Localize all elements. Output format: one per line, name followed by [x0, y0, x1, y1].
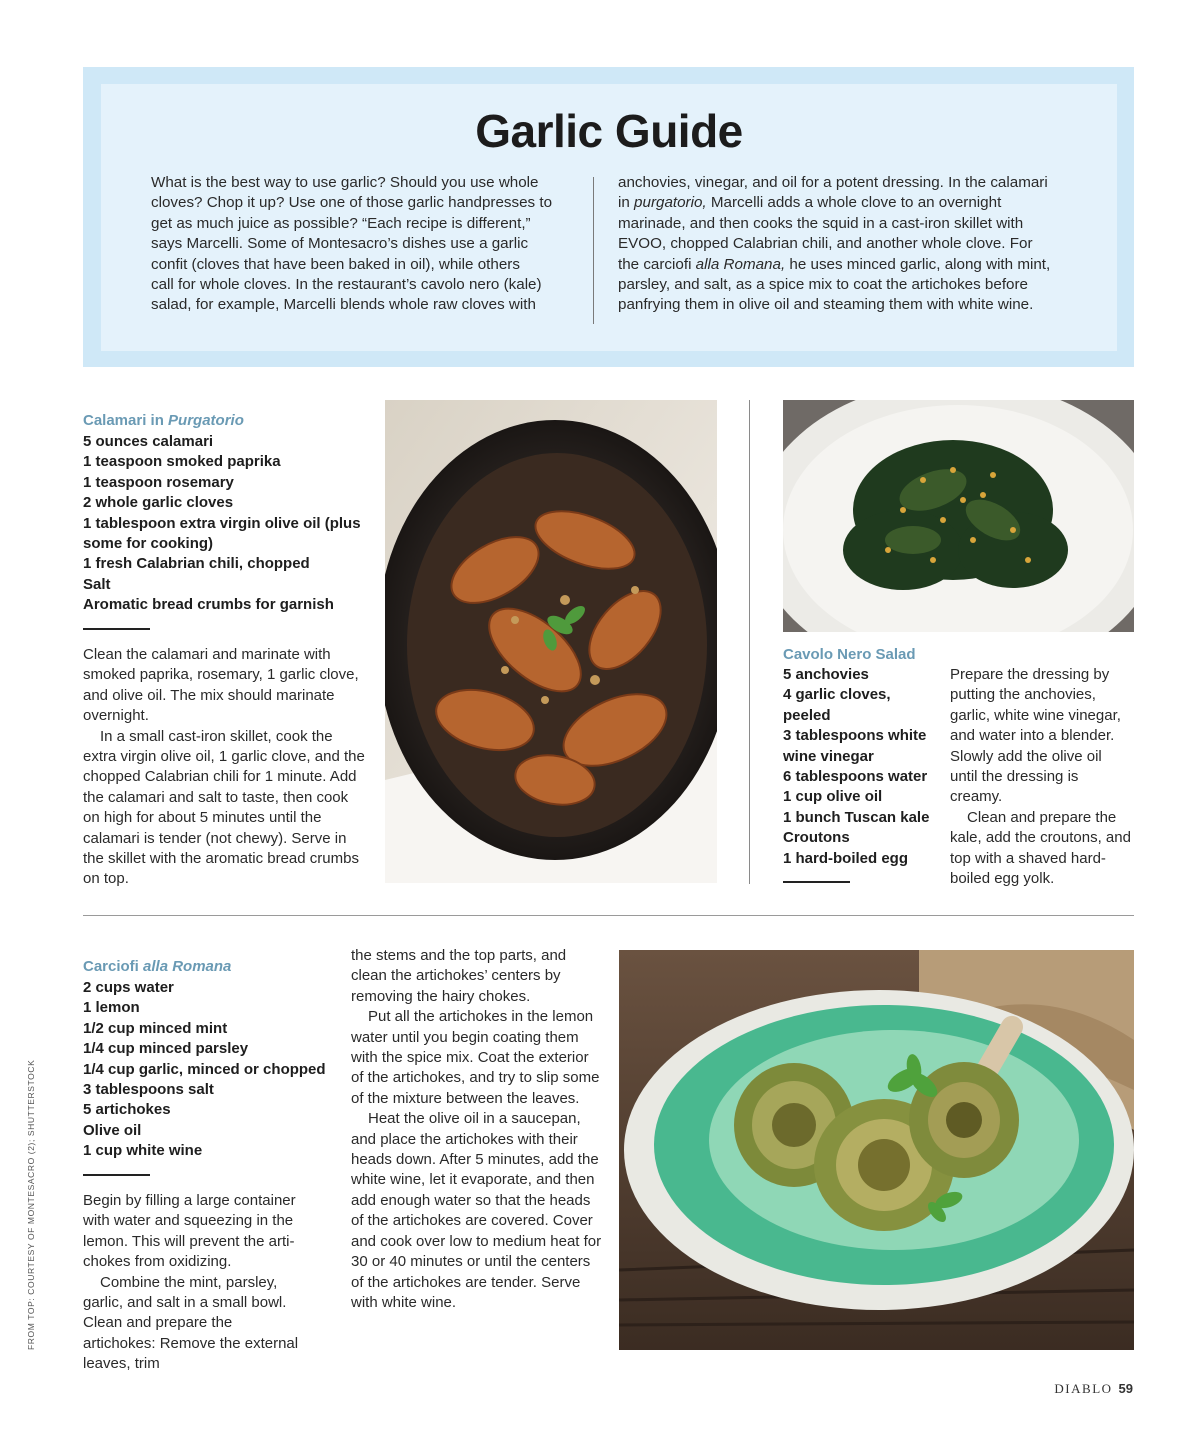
guide-line: cloves? Chop it up? Use one of those garlic handpresses to: [151, 194, 553, 212]
ingredient-item: 1 cup white wine: [83, 1142, 203, 1160]
page-title: Garlic Guide: [475, 105, 743, 157]
guide-line: anchovies, vinegar, and oil for a potent dressing. In the calamari: [618, 174, 1048, 191]
ingredient-item: 1/4 cup garlic, minced or chopped: [83, 1060, 326, 1078]
instruction-paragraph: Clean the calamari and marinate with smoked paprika, rosemary, 1 garlic clove, and olive oil. The mix should marinate overnight.: [83, 646, 359, 725]
guide-text-left: [151, 173, 571, 316]
ingredient-item: peeled: [783, 706, 831, 724]
recipe-title-calamari: [83, 411, 244, 431]
guide-line: call for whole cloves. In the restaurant’s cavolo nero (kale): [151, 276, 542, 294]
ingredient-item: 6 tablespoons water: [783, 768, 928, 786]
ingredient-item: Olive oil: [83, 1121, 142, 1139]
ingredient-item: Aromatic bread crumbs for garnish: [83, 596, 334, 614]
instructions-cavolo: [950, 665, 1132, 889]
guide-line: What is the best way to use garlic? Should you use whole: [151, 174, 539, 191]
ingredient-item: 3 tablespoons salt: [83, 1081, 214, 1099]
guide-column-divider: [593, 177, 594, 324]
ingredient-item: wine vinegar: [783, 747, 874, 765]
ingredient-list-carciofi: [83, 978, 343, 1162]
text-run: in: [618, 194, 635, 212]
magazine-name: DIABLO: [1054, 1381, 1113, 1396]
italic-run: alla Romana: [143, 958, 232, 975]
ingredient-list-calamari: [83, 432, 373, 616]
ingredient-item: some for cooking): [83, 535, 214, 553]
ingredient-item: 1/2 cup minced mint: [83, 1019, 228, 1037]
text-run: Carciofi: [83, 958, 144, 975]
italic-run: alla Romana,: [695, 255, 786, 273]
instruction-paragraph: Combine the mint, parsley, garlic, and salt in a small bowl. Clean and prepare the artichokes: Remove the external leaves, trim: [83, 1273, 299, 1373]
text-run: Marcelli adds a whole clove to an overnight: [706, 194, 1002, 212]
ingredient-item: 1 teaspoon smoked paprika: [83, 453, 281, 471]
guide-line: panfrying them in olive oil and steaming them with white wine.: [618, 296, 1034, 314]
column-divider: [749, 400, 750, 884]
section-rule: [83, 628, 150, 630]
ingredient-item: 1 teaspoon rosemary: [83, 473, 234, 491]
ingredient-list-cavolo: [783, 665, 933, 869]
ingredient-item: 4 garlic cloves,: [783, 686, 891, 704]
instruction-paragraph: Heat the olive oil in a saucepan, and place the artichokes with their heads down. After 5 minutes, add the white wine, let it evaporate, and then add enough water so that the heads of the artichokes are covered. Cover and cook over low to medium heat for 30 or 40 minutes or until the centers of the artichokes are tender. Serve with white wine.: [351, 1110, 602, 1311]
calamari-skillet-photo: [385, 400, 717, 883]
cavolo-nero-salad-photo: [783, 400, 1134, 632]
ingredient-item: 1 tablespoon extra virgin olive oil (plus: [83, 514, 361, 532]
instruction-paragraph: Prepare the dressing by putting the anchovies, garlic, white wine vinegar, and water into a blender. Slowly add the olive oil until the dressing is creamy.: [950, 666, 1121, 806]
ingredient-item: 5 anchovies: [783, 666, 869, 683]
instructions-calamari: [83, 645, 368, 890]
italic-run: purgatorio,: [634, 194, 707, 212]
guide-line: parsley, and salt, as a spice mix to coat the artichokes before: [618, 276, 1028, 294]
page-number: 59: [1118, 1381, 1133, 1396]
recipe-title-carciofi: [83, 957, 231, 977]
section-rule: [783, 881, 850, 883]
instruction-paragraph: Put all the artichokes in the lemon water until you begin coating them with the spice mix. Coat the exterior of the artichokes, and try to slip some of the mixture between the leaves.: [351, 1008, 600, 1107]
ingredient-item: 5 ounces calamari: [83, 433, 214, 450]
text-run: the carciofi: [618, 255, 696, 273]
ingredient-item: 1 hard-boiled egg: [783, 849, 909, 867]
guide-line: EVOO, chopped Calabrian chili, and another whole clove. For: [618, 235, 1033, 253]
guide-line: confit (cloves that have been baked in oil), while others: [151, 255, 520, 273]
instruction-paragraph: the stems and the top parts, and clean the artichokes’ centers by removing the hairy chokes.: [351, 947, 567, 1005]
instruction-paragraph: Begin by filling a large container with water and squeezing in the lemon. This will prevent the artichokes from oxidizing.: [83, 1192, 296, 1271]
ingredient-item: Salt: [83, 575, 111, 593]
guide-line: salad, for example, Marcelli blends whole raw cloves with: [151, 296, 536, 314]
guide-line: [618, 193, 1068, 213]
guide-line: [618, 255, 1068, 275]
instruction-paragraph: In a small cast-iron skillet, cook the extra virgin olive oil, 1 garlic clove, and the chopped Calabrian chili for 1 minute. Add the calamari and salt to taste, then cook on high for about 5 minutes until the calamari is tender (not chewy). Serve in the skillet with the aromatic bread crumbs on top.: [83, 727, 365, 888]
ingredient-item: 1 bunch Tuscan kale: [783, 808, 930, 826]
guide-line: says Marcelli. Some of Montesacro’s dishes use a garlic: [151, 235, 529, 253]
ingredient-item: 1 lemon: [83, 999, 140, 1017]
guide-line: get as much juice as possible? “Each recipe is different,”: [151, 214, 531, 232]
text-run: Calamari in: [83, 412, 169, 429]
ingredient-item: 1 cup olive oil: [783, 788, 883, 806]
ingredient-item: 2 cups water: [83, 979, 174, 996]
ingredient-item: 1/4 cup minced parsley: [83, 1040, 249, 1058]
ingredient-item: Croutons: [783, 829, 850, 847]
section-rule: [83, 1174, 150, 1176]
photo-credit: FROM TOP: COURTESY OF MONTESACRO (2); SHUTTERSTOCK: [26, 1059, 36, 1350]
instruction-paragraph: Clean and prepare the kale, add the croutons, and top with a shaved hard-boiled egg yolk.: [950, 808, 1131, 888]
recipe-title-cavolo: Cavolo Nero Salad: [783, 646, 916, 663]
text-run: he uses minced garlic, along with mint,: [785, 255, 1051, 273]
ingredient-item: 5 artichokes: [83, 1101, 171, 1119]
page-folio: [1054, 1381, 1133, 1397]
guide-text-right: [618, 173, 1068, 316]
ingredient-item: 2 whole garlic cloves: [83, 494, 234, 512]
ingredient-item: 1 fresh Calabrian chili, chopped: [83, 555, 310, 573]
ingredient-item: 3 tablespoons white: [783, 727, 927, 745]
italic-run: Purgatorio: [168, 412, 244, 429]
guide-line: marinade, and then cooks the squid in a cast-iron skillet with: [618, 214, 1024, 232]
section-divider: [83, 915, 1134, 916]
instructions-carciofi-col1: [83, 1191, 308, 1375]
artichokes-plate-photo: [619, 950, 1134, 1350]
instructions-carciofi-col2: [351, 946, 603, 1313]
